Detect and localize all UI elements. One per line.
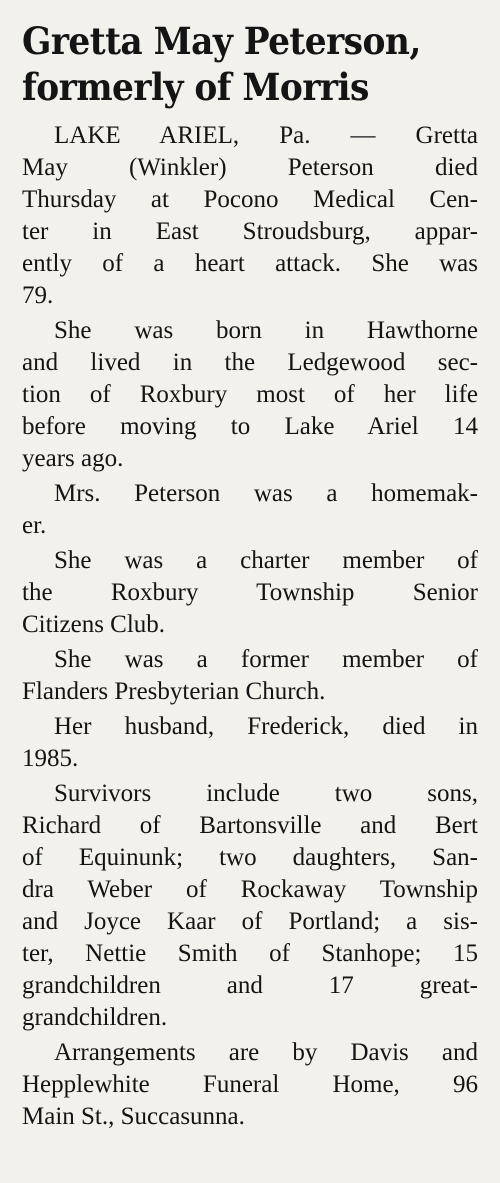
headline — [22, 18, 448, 110]
text-line: May (Winkler) Peterson died — [22, 154, 478, 181]
paragraph — [22, 120, 478, 312]
text-line: 1985. — [22, 745, 79, 772]
text-line: Thursday at Pocono Medical Cen- — [22, 186, 478, 213]
text-line: She was born in Hawthorne — [54, 317, 478, 344]
text-line: dra Weber of Rockaway Township — [22, 876, 478, 903]
text-line: the Roxbury Township Senior — [22, 579, 478, 606]
text-line: ter in East Stroudsburg, appar- — [22, 218, 478, 245]
text-line: Richard of Bartonsville and Bert — [22, 812, 478, 839]
text-line: ently of a heart attack. She was — [22, 250, 478, 277]
text-line: before moving to Lake Ariel 14 — [22, 413, 478, 440]
text-line: years ago. — [22, 445, 124, 472]
headline-line: formerly of Morris — [22, 65, 369, 109]
text-line: grandchildren and 17 great- — [22, 972, 478, 999]
text-line: She was a charter member of — [54, 547, 478, 574]
text-line: Flanders Presbyterian Church. — [22, 678, 326, 705]
text-line: LAKE ARIEL, Pa. — Gretta — [54, 122, 478, 149]
paragraph — [22, 711, 478, 775]
paragraph — [22, 644, 478, 708]
text-line: er. — [22, 512, 47, 539]
text-line: and Joyce Kaar of Portland; a sis- — [22, 908, 478, 935]
text-line: Survivors include two sons, — [54, 780, 478, 807]
text-line: Arrangements are by Davis and — [54, 1039, 478, 1066]
text-line: of Equinunk; two daughters, San- — [22, 844, 478, 871]
text-line: 79. — [22, 282, 54, 309]
paragraph — [22, 315, 478, 475]
paragraph — [22, 1037, 478, 1133]
paragraph — [22, 545, 478, 641]
text-line: and lived in the Ledgewood sec- — [22, 349, 478, 376]
text-line: Main St., Succasunna. — [22, 1103, 245, 1130]
text-line: tion of Roxbury most of her life — [22, 381, 478, 408]
article-body — [22, 120, 478, 1133]
text-line: Mrs. Peterson was a homemak- — [54, 480, 478, 507]
text-line: grandchildren. — [22, 1004, 168, 1031]
text-line: Citizens Club. — [22, 611, 166, 638]
headline-line: Gretta May Peterson, — [22, 19, 421, 63]
text-line: Hepplewhite Funeral Home, 96 — [22, 1071, 478, 1098]
paragraph — [22, 478, 478, 542]
text-line: ter, Nettie Smith of Stanhope; 15 — [22, 940, 478, 967]
text-line: Her husband, Frederick, died in — [54, 713, 478, 740]
paragraph — [22, 778, 478, 1034]
text-line: She was a former member of — [54, 646, 478, 673]
